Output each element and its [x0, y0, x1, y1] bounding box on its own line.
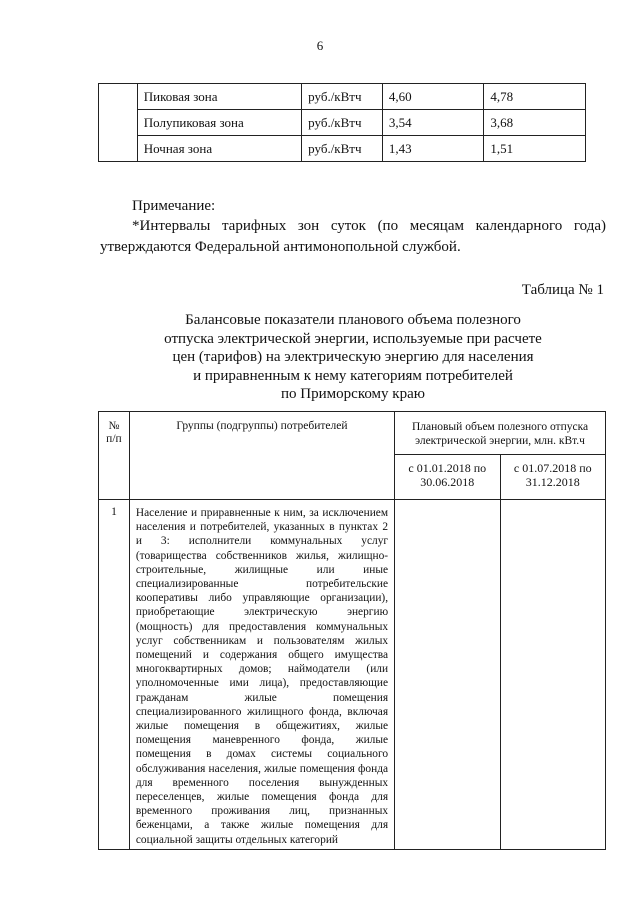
- note-text: *Интервалы тарифных зон суток (по месяцам календарного года) утверждаются Федеральной антимонопольной службой.: [100, 218, 606, 255]
- header-number: № п/п: [99, 412, 130, 500]
- note-title: Примечание:: [132, 198, 216, 214]
- tariff-value-2: 1,51: [484, 136, 586, 162]
- tariff-value-2: 4,78: [484, 84, 586, 110]
- value-cell-1: [395, 500, 500, 850]
- caption-line: и приравненным к нему категориям потребителей: [193, 367, 513, 384]
- value-cell-2: [500, 500, 605, 850]
- table-number: Таблица № 1: [521, 282, 604, 298]
- header-date-2: с 01.07.2018 по 31.12.2018: [500, 455, 605, 500]
- table-row: [99, 84, 586, 110]
- page-number: 6: [316, 38, 324, 53]
- balance-table: [98, 411, 606, 850]
- tariff-value-2: 3,68: [484, 110, 586, 136]
- tariff-unit: руб./кВтч: [302, 136, 383, 162]
- tariff-unit: руб./кВтч: [302, 84, 383, 110]
- row-description: Население и приравненные к ним, за исключением населения и потребителей, указанных в пунктах 2 и 3: исполнители коммунальных услуг (товарищества собственников жилья, жилищно-строительные, жилищные или иные специализированные потребительские кооперативы либо управляющие организации), приобретающие электрическую энергию (мощность) для предоставления коммунальных услуг собственникам и пользователям жилых помещений и содержания общего имущества многоквартирных домов; наймодатели (или уполномоченные ими лица), предоставляющие гражданам жилые помещения специализированного жилищного фонда, включая жилые помещения в общежитиях, жилые помещения маневренного фонда, жилые помещения в домах системы социального обслуживания населения, жилые помещения фонда для временного поселения вынужденных переселенцев, жилые помещения фонда для временного проживания лиц, признанных беженцами, а также жилые помещения для социальной защиты отдельных категорий: [129, 500, 394, 850]
- table-row: [99, 136, 586, 162]
- table-row: [99, 110, 586, 136]
- header-volume: Плановый объем полезного отпуска электрической энергии, млн. кВт.ч: [395, 412, 606, 455]
- row-number: 1: [99, 500, 130, 850]
- tariff-zone: Полупиковая зона: [137, 110, 301, 136]
- tariff-value-1: 1,43: [382, 136, 484, 162]
- header-row: [99, 412, 606, 455]
- caption-line: отпуска электрической энергии, используемые при расчете: [164, 330, 542, 347]
- table-row: [99, 500, 606, 850]
- tariff-table: [98, 83, 586, 162]
- caption-line: по Приморскому краю: [281, 386, 425, 402]
- table-caption: [100, 311, 606, 404]
- tariff-value-1: 4,60: [382, 84, 484, 110]
- header-date-1: с 01.01.2018 по 30.06.2018: [395, 455, 500, 500]
- empty-cell: [99, 84, 138, 162]
- header-groups: Группы (подгруппы) потребителей: [129, 412, 394, 500]
- tariff-value-1: 3,54: [382, 110, 484, 136]
- caption-line: Балансовые показатели планового объема полезного: [185, 312, 521, 328]
- tariff-unit: руб./кВтч: [302, 110, 383, 136]
- tariff-zone: Ночная зона: [137, 136, 301, 162]
- caption-line: цен (тарифов) на электрическую энергию для населения: [172, 349, 534, 365]
- tariff-zone: Пиковая зона: [137, 84, 301, 110]
